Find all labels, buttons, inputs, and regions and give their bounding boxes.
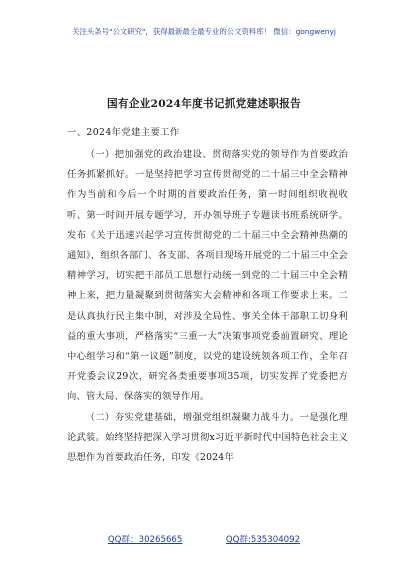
body-paragraph: （二）夯实党建基础，增强党组织凝聚力战斗力。一是强化理论武装。始终坚持把深入学习贯彻x习近平新时代中国特色社会主义思想作为首要政治任务，印发《2024年 xyxy=(67,411,348,464)
page-footer xyxy=(0,533,408,545)
page-header-note: 关注头条号"公文研究"，获得最新最全最专业的公文资料库！ 微信：gongwenyj xyxy=(72,27,336,36)
body-paragraph: （一）把加强党的政治建设、贯彻落实党的领导作为首要政治任务抓紧抓好。一是坚持把学习宣传贯彻党的二十届三中全会精神作为当前和今后一个时期的首要政治任务，第一时间组织收视收听、第一时间开展专题学习，开办领导班子专题读书班系统研学。发布《关于迅速兴起学习宣传贯彻党的二十届三中全会精神热潮的通知》，组织各部门、各支部、各项目现场开展党的二十届三中全会精神学习，切实把干部员工思想行动统一到党的二十届三中全会精神上来，把力量凝聚到贯彻落实大会精神和各项工作要求上来。二是认真执行民主集中制，对涉及全局性、事关全体干部职工切身利益的重大事项，严格落实“三重一大”决策事项党委前置研究、理论中心组学习和“第一议题”制度，以党的建设统领各项工作，全年召开党委会议29次，研究各类重要事项35项，切实发挥了党委把方向、管大局、保落实的领导作用。 xyxy=(67,149,348,403)
document-title: 国有企业2024年度书记抓党建述职报告 xyxy=(106,98,302,110)
footer-qq-group-2: QQ群:535304092 xyxy=(225,535,301,545)
document-body xyxy=(67,145,348,468)
footer-qq-group-1: QQ群：30265665 xyxy=(107,535,183,545)
section-heading: 一、2024年党建主要工作 xyxy=(67,127,180,138)
